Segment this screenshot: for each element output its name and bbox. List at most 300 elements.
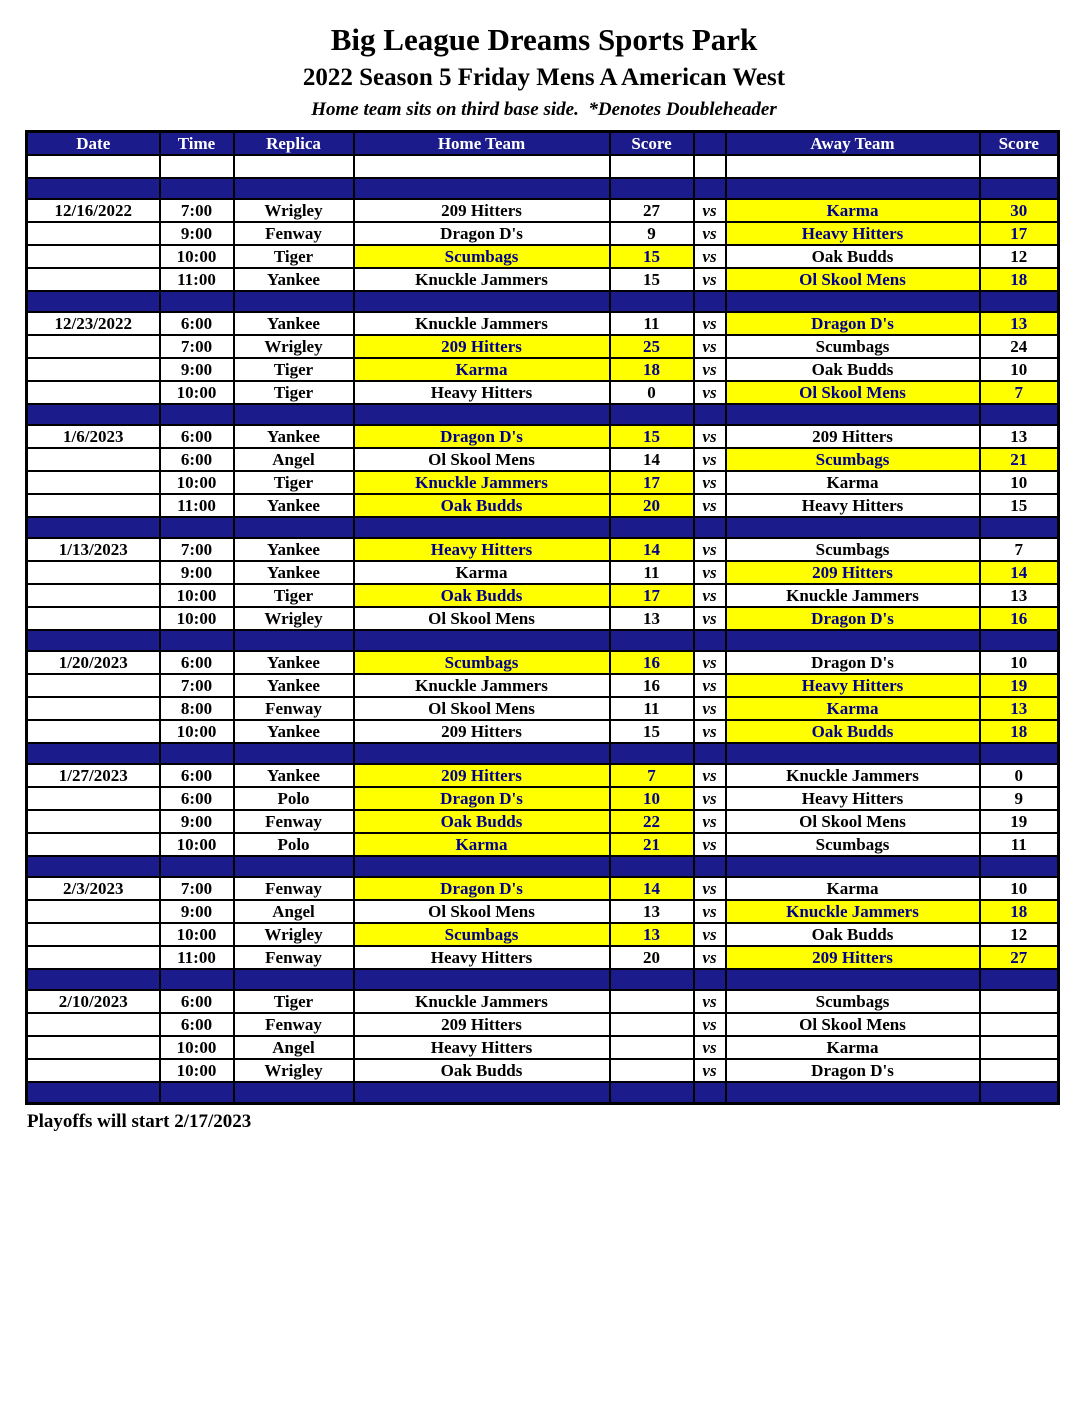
home-score-cell: 21: [610, 833, 694, 856]
separator-cell: [160, 856, 234, 877]
separator-cell: [980, 178, 1059, 199]
separator-cell: [27, 743, 160, 764]
replica-cell: Yankee: [234, 425, 354, 448]
separator-cell: [694, 630, 726, 651]
home-team-cell: 209 Hitters: [354, 199, 610, 222]
separator-cell: [27, 517, 160, 538]
date-cell: [27, 1036, 160, 1059]
game-row: [27, 222, 1059, 245]
game-row-first-of-date: [27, 990, 1059, 1013]
separator-cell: [27, 1082, 160, 1104]
away-team-cell: Knuckle Jammers: [726, 764, 980, 787]
away-score-cell: 18: [980, 268, 1059, 291]
time-cell: 7:00: [160, 538, 234, 561]
time-cell: 10:00: [160, 833, 234, 856]
replica-cell: Yankee: [234, 268, 354, 291]
home-score-cell: 7: [610, 764, 694, 787]
away-team-cell: Ol Skool Mens: [726, 381, 980, 404]
empty-cell: [354, 155, 610, 178]
date-cell: [27, 561, 160, 584]
date-cell: [27, 810, 160, 833]
replica-cell: Angel: [234, 900, 354, 923]
separator-cell: [27, 856, 160, 877]
separator-cell: [27, 291, 160, 312]
away-score-cell: 19: [980, 810, 1059, 833]
home-score-cell: 27: [610, 199, 694, 222]
home-score-cell: 15: [610, 268, 694, 291]
time-cell: 10:00: [160, 1059, 234, 1082]
separator-row: [27, 404, 1059, 425]
time-cell: 9:00: [160, 358, 234, 381]
home-score-cell: 18: [610, 358, 694, 381]
separator-cell: [354, 630, 610, 651]
replica-cell: Wrigley: [234, 607, 354, 630]
away-team-cell: Scumbags: [726, 448, 980, 471]
game-row-first-of-date: [27, 199, 1059, 222]
away-score-cell: 13: [980, 312, 1059, 335]
separator-cell: [726, 630, 980, 651]
home-team-cell: Oak Budds: [354, 494, 610, 517]
away-team-cell: Oak Budds: [726, 358, 980, 381]
separator-cell: [160, 1082, 234, 1104]
home-team-cell: Knuckle Jammers: [354, 312, 610, 335]
schedule-table-body: [27, 155, 1059, 1104]
home-score-cell: 15: [610, 425, 694, 448]
game-row: [27, 1036, 1059, 1059]
away-score-cell: 10: [980, 877, 1059, 900]
game-row: [27, 946, 1059, 969]
separator-cell: [354, 1082, 610, 1104]
away-score-cell: [980, 990, 1059, 1013]
vs-cell: vs: [694, 946, 726, 969]
replica-cell: Angel: [234, 1036, 354, 1059]
replica-cell: Yankee: [234, 312, 354, 335]
separator-cell: [354, 743, 610, 764]
time-cell: 9:00: [160, 900, 234, 923]
game-row-first-of-date: [27, 312, 1059, 335]
home-score-cell: 22: [610, 810, 694, 833]
game-row: [27, 674, 1059, 697]
home-team-cell: 209 Hitters: [354, 1013, 610, 1036]
away-score-cell: 7: [980, 381, 1059, 404]
separator-cell: [726, 743, 980, 764]
separator-cell: [160, 404, 234, 425]
time-cell: 11:00: [160, 946, 234, 969]
vs-cell: vs: [694, 787, 726, 810]
date-cell: 1/27/2023: [27, 764, 160, 787]
home-score-cell: 14: [610, 538, 694, 561]
separator-cell: [694, 291, 726, 312]
separator-cell: [610, 404, 694, 425]
away-team-cell: 209 Hitters: [726, 946, 980, 969]
separator-cell: [234, 178, 354, 199]
home-team-cell: 209 Hitters: [354, 335, 610, 358]
separator-cell: [694, 743, 726, 764]
home-team-cell: Heavy Hitters: [354, 946, 610, 969]
away-team-cell: 209 Hitters: [726, 561, 980, 584]
replica-cell: Yankee: [234, 720, 354, 743]
col-header-vs: [694, 132, 726, 156]
separator-cell: [694, 404, 726, 425]
separator-cell: [694, 178, 726, 199]
separator-cell: [234, 1082, 354, 1104]
time-cell: 10:00: [160, 607, 234, 630]
separator-row: [27, 969, 1059, 990]
away-score-cell: 13: [980, 584, 1059, 607]
vs-cell: vs: [694, 335, 726, 358]
away-team-cell: Karma: [726, 877, 980, 900]
away-team-cell: Knuckle Jammers: [726, 900, 980, 923]
separator-cell: [234, 291, 354, 312]
away-score-cell: 13: [980, 425, 1059, 448]
vs-cell: vs: [694, 312, 726, 335]
away-score-cell: 10: [980, 471, 1059, 494]
separator-cell: [610, 1082, 694, 1104]
away-score-cell: 19: [980, 674, 1059, 697]
time-cell: 7:00: [160, 335, 234, 358]
game-row: [27, 720, 1059, 743]
game-row: [27, 900, 1059, 923]
vs-cell: vs: [694, 923, 726, 946]
game-row: [27, 1059, 1059, 1082]
home-score-cell: 16: [610, 651, 694, 674]
time-cell: 10:00: [160, 381, 234, 404]
time-cell: 9:00: [160, 222, 234, 245]
home-score-cell: 11: [610, 561, 694, 584]
away-team-cell: Scumbags: [726, 335, 980, 358]
col-header-away-score: Score: [980, 132, 1059, 156]
away-score-cell: 24: [980, 335, 1059, 358]
separator-cell: [610, 856, 694, 877]
away-score-cell: 17: [980, 222, 1059, 245]
home-team-cell: Scumbags: [354, 923, 610, 946]
time-cell: 6:00: [160, 448, 234, 471]
empty-cell: [694, 155, 726, 178]
separator-cell: [726, 1082, 980, 1104]
home-score-cell: 11: [610, 697, 694, 720]
away-team-cell: Oak Budds: [726, 720, 980, 743]
col-header-away-team: Away Team: [726, 132, 980, 156]
time-cell: 6:00: [160, 787, 234, 810]
replica-cell: Fenway: [234, 697, 354, 720]
away-score-cell: 16: [980, 607, 1059, 630]
home-team-cell: Dragon D's: [354, 425, 610, 448]
empty-cell: [27, 155, 160, 178]
home-team-cell: Oak Budds: [354, 1059, 610, 1082]
vs-cell: vs: [694, 990, 726, 1013]
empty-cell: [234, 155, 354, 178]
separator-cell: [726, 291, 980, 312]
away-team-cell: Scumbags: [726, 538, 980, 561]
home-team-cell: Heavy Hitters: [354, 1036, 610, 1059]
separator-row: [27, 517, 1059, 538]
vs-cell: vs: [694, 425, 726, 448]
separator-cell: [354, 856, 610, 877]
vs-cell: vs: [694, 584, 726, 607]
separator-cell: [980, 743, 1059, 764]
home-team-cell: Oak Budds: [354, 810, 610, 833]
home-score-cell: 14: [610, 448, 694, 471]
replica-cell: Polo: [234, 833, 354, 856]
away-score-cell: [980, 1059, 1059, 1082]
empty-cell: [726, 155, 980, 178]
date-cell: [27, 833, 160, 856]
home-score-cell: 17: [610, 584, 694, 607]
home-team-cell: Scumbags: [354, 651, 610, 674]
home-team-cell: Oak Budds: [354, 584, 610, 607]
home-score-cell: [610, 1013, 694, 1036]
home-team-cell: Heavy Hitters: [354, 538, 610, 561]
vs-cell: vs: [694, 877, 726, 900]
game-row: [27, 245, 1059, 268]
time-cell: 7:00: [160, 674, 234, 697]
home-score-cell: 13: [610, 607, 694, 630]
time-cell: 6:00: [160, 651, 234, 674]
col-header-time: Time: [160, 132, 234, 156]
vs-cell: vs: [694, 494, 726, 517]
date-cell: [27, 1059, 160, 1082]
home-team-cell: Knuckle Jammers: [354, 268, 610, 291]
vs-cell: vs: [694, 222, 726, 245]
separator-cell: [160, 743, 234, 764]
vs-cell: vs: [694, 810, 726, 833]
separator-cell: [354, 517, 610, 538]
away-score-cell: 10: [980, 651, 1059, 674]
away-score-cell: 9: [980, 787, 1059, 810]
separator-cell: [354, 969, 610, 990]
away-team-cell: Karma: [726, 1036, 980, 1059]
vs-cell: vs: [694, 720, 726, 743]
time-cell: 10:00: [160, 720, 234, 743]
away-team-cell: Dragon D's: [726, 651, 980, 674]
separator-row: [27, 630, 1059, 651]
empty-cell: [980, 155, 1059, 178]
separator-cell: [726, 517, 980, 538]
date-cell: 2/10/2023: [27, 990, 160, 1013]
away-team-cell: Dragon D's: [726, 1059, 980, 1082]
time-cell: 10:00: [160, 1036, 234, 1059]
separator-cell: [610, 291, 694, 312]
away-team-cell: Karma: [726, 697, 980, 720]
separator-row: [27, 856, 1059, 877]
vs-cell: vs: [694, 268, 726, 291]
home-team-cell: Karma: [354, 833, 610, 856]
replica-cell: Wrigley: [234, 1059, 354, 1082]
away-team-cell: Knuckle Jammers: [726, 584, 980, 607]
home-score-cell: 15: [610, 245, 694, 268]
separator-row-final: [27, 1082, 1059, 1104]
away-score-cell: [980, 1013, 1059, 1036]
separator-cell: [27, 630, 160, 651]
col-header-home-team: Home Team: [354, 132, 610, 156]
vs-cell: vs: [694, 833, 726, 856]
away-team-cell: Ol Skool Mens: [726, 1013, 980, 1036]
home-team-cell: Knuckle Jammers: [354, 471, 610, 494]
home-score-cell: 10: [610, 787, 694, 810]
separator-cell: [694, 1082, 726, 1104]
home-score-cell: 20: [610, 494, 694, 517]
replica-cell: Wrigley: [234, 923, 354, 946]
vs-cell: vs: [694, 471, 726, 494]
away-score-cell: [980, 1036, 1059, 1059]
page-title: Big League Dreams Sports Park: [330, 22, 758, 57]
game-row-first-of-date: [27, 538, 1059, 561]
home-score-cell: [610, 990, 694, 1013]
separator-cell: [610, 630, 694, 651]
replica-cell: Fenway: [234, 877, 354, 900]
home-score-cell: 25: [610, 335, 694, 358]
date-cell: [27, 268, 160, 291]
separator-cell: [234, 517, 354, 538]
game-row: [27, 494, 1059, 517]
replica-cell: Yankee: [234, 764, 354, 787]
away-score-cell: 14: [980, 561, 1059, 584]
replica-cell: Tiger: [234, 471, 354, 494]
replica-cell: Angel: [234, 448, 354, 471]
replica-cell: Fenway: [234, 1013, 354, 1036]
game-row: [27, 923, 1059, 946]
separator-cell: [27, 969, 160, 990]
away-score-cell: 30: [980, 199, 1059, 222]
game-row: [27, 833, 1059, 856]
home-team-cell: Karma: [354, 358, 610, 381]
home-score-cell: 20: [610, 946, 694, 969]
col-header-date: Date: [27, 132, 160, 156]
separator-cell: [980, 969, 1059, 990]
replica-cell: Yankee: [234, 561, 354, 584]
separator-cell: [27, 178, 160, 199]
date-cell: 1/20/2023: [27, 651, 160, 674]
date-cell: [27, 381, 160, 404]
col-header-home-score: Score: [610, 132, 694, 156]
game-row: [27, 561, 1059, 584]
game-row-first-of-date: [27, 764, 1059, 787]
away-team-cell: Karma: [726, 471, 980, 494]
date-cell: [27, 222, 160, 245]
home-team-cell: Dragon D's: [354, 222, 610, 245]
away-team-cell: Dragon D's: [726, 312, 980, 335]
replica-cell: Tiger: [234, 584, 354, 607]
date-cell: [27, 584, 160, 607]
time-cell: 6:00: [160, 990, 234, 1013]
away-score-cell: 10: [980, 358, 1059, 381]
schedule-table: [25, 130, 1060, 1105]
away-team-cell: Heavy Hitters: [726, 494, 980, 517]
home-score-cell: 13: [610, 923, 694, 946]
replica-cell: Fenway: [234, 222, 354, 245]
time-cell: 10:00: [160, 245, 234, 268]
away-team-cell: Scumbags: [726, 833, 980, 856]
away-score-cell: 12: [980, 245, 1059, 268]
replica-cell: Fenway: [234, 810, 354, 833]
vs-cell: vs: [694, 199, 726, 222]
separator-cell: [980, 1082, 1059, 1104]
separator-cell: [980, 291, 1059, 312]
home-team-cell: Scumbags: [354, 245, 610, 268]
empty-cell: [610, 155, 694, 178]
away-score-cell: 12: [980, 923, 1059, 946]
home-team-cell: Knuckle Jammers: [354, 990, 610, 1013]
time-cell: 11:00: [160, 268, 234, 291]
game-row: [27, 607, 1059, 630]
time-cell: 6:00: [160, 1013, 234, 1036]
away-team-cell: Heavy Hitters: [726, 222, 980, 245]
date-cell: [27, 358, 160, 381]
replica-cell: Wrigley: [234, 199, 354, 222]
home-team-cell: Dragon D's: [354, 877, 610, 900]
time-cell: 7:00: [160, 877, 234, 900]
separator-cell: [980, 517, 1059, 538]
vs-cell: vs: [694, 900, 726, 923]
schedule-table-head: [27, 132, 1059, 156]
game-row-first-of-date: [27, 425, 1059, 448]
away-score-cell: 18: [980, 900, 1059, 923]
separator-cell: [694, 969, 726, 990]
time-cell: 11:00: [160, 494, 234, 517]
replica-cell: Tiger: [234, 381, 354, 404]
home-score-cell: [610, 1036, 694, 1059]
time-cell: 6:00: [160, 312, 234, 335]
home-score-cell: 11: [610, 312, 694, 335]
separator-cell: [610, 178, 694, 199]
separator-cell: [610, 969, 694, 990]
game-row-first-of-date: [27, 877, 1059, 900]
time-cell: 10:00: [160, 471, 234, 494]
home-team-cell: Dragon D's: [354, 787, 610, 810]
vs-cell: vs: [694, 1013, 726, 1036]
time-cell: 9:00: [160, 810, 234, 833]
home-team-cell: Heavy Hitters: [354, 381, 610, 404]
separator-cell: [354, 178, 610, 199]
vs-cell: vs: [694, 697, 726, 720]
separator-cell: [234, 969, 354, 990]
away-team-cell: Dragon D's: [726, 607, 980, 630]
separator-cell: [160, 291, 234, 312]
vs-cell: vs: [694, 381, 726, 404]
separator-cell: [694, 856, 726, 877]
game-row: [27, 335, 1059, 358]
separator-cell: [980, 856, 1059, 877]
date-cell: [27, 674, 160, 697]
vs-cell: vs: [694, 538, 726, 561]
date-cell: [27, 923, 160, 946]
time-cell: 9:00: [160, 561, 234, 584]
replica-cell: Polo: [234, 787, 354, 810]
playoffs-note: Playoffs will start 2/17/2023: [27, 1111, 252, 1132]
vs-cell: vs: [694, 448, 726, 471]
date-cell: [27, 900, 160, 923]
home-team-cell: Ol Skool Mens: [354, 607, 610, 630]
time-cell: 8:00: [160, 697, 234, 720]
date-cell: 2/3/2023: [27, 877, 160, 900]
vs-cell: vs: [694, 358, 726, 381]
game-row: [27, 358, 1059, 381]
home-score-cell: [610, 1059, 694, 1082]
date-cell: [27, 946, 160, 969]
date-cell: [27, 448, 160, 471]
replica-cell: Tiger: [234, 245, 354, 268]
game-row: [27, 584, 1059, 607]
home-team-cell: Ol Skool Mens: [354, 900, 610, 923]
separator-cell: [234, 856, 354, 877]
separator-cell: [160, 517, 234, 538]
header-row: [27, 132, 1059, 156]
home-score-cell: 0: [610, 381, 694, 404]
time-cell: 7:00: [160, 199, 234, 222]
separator-cell: [610, 517, 694, 538]
vs-cell: vs: [694, 651, 726, 674]
replica-cell: Wrigley: [234, 335, 354, 358]
